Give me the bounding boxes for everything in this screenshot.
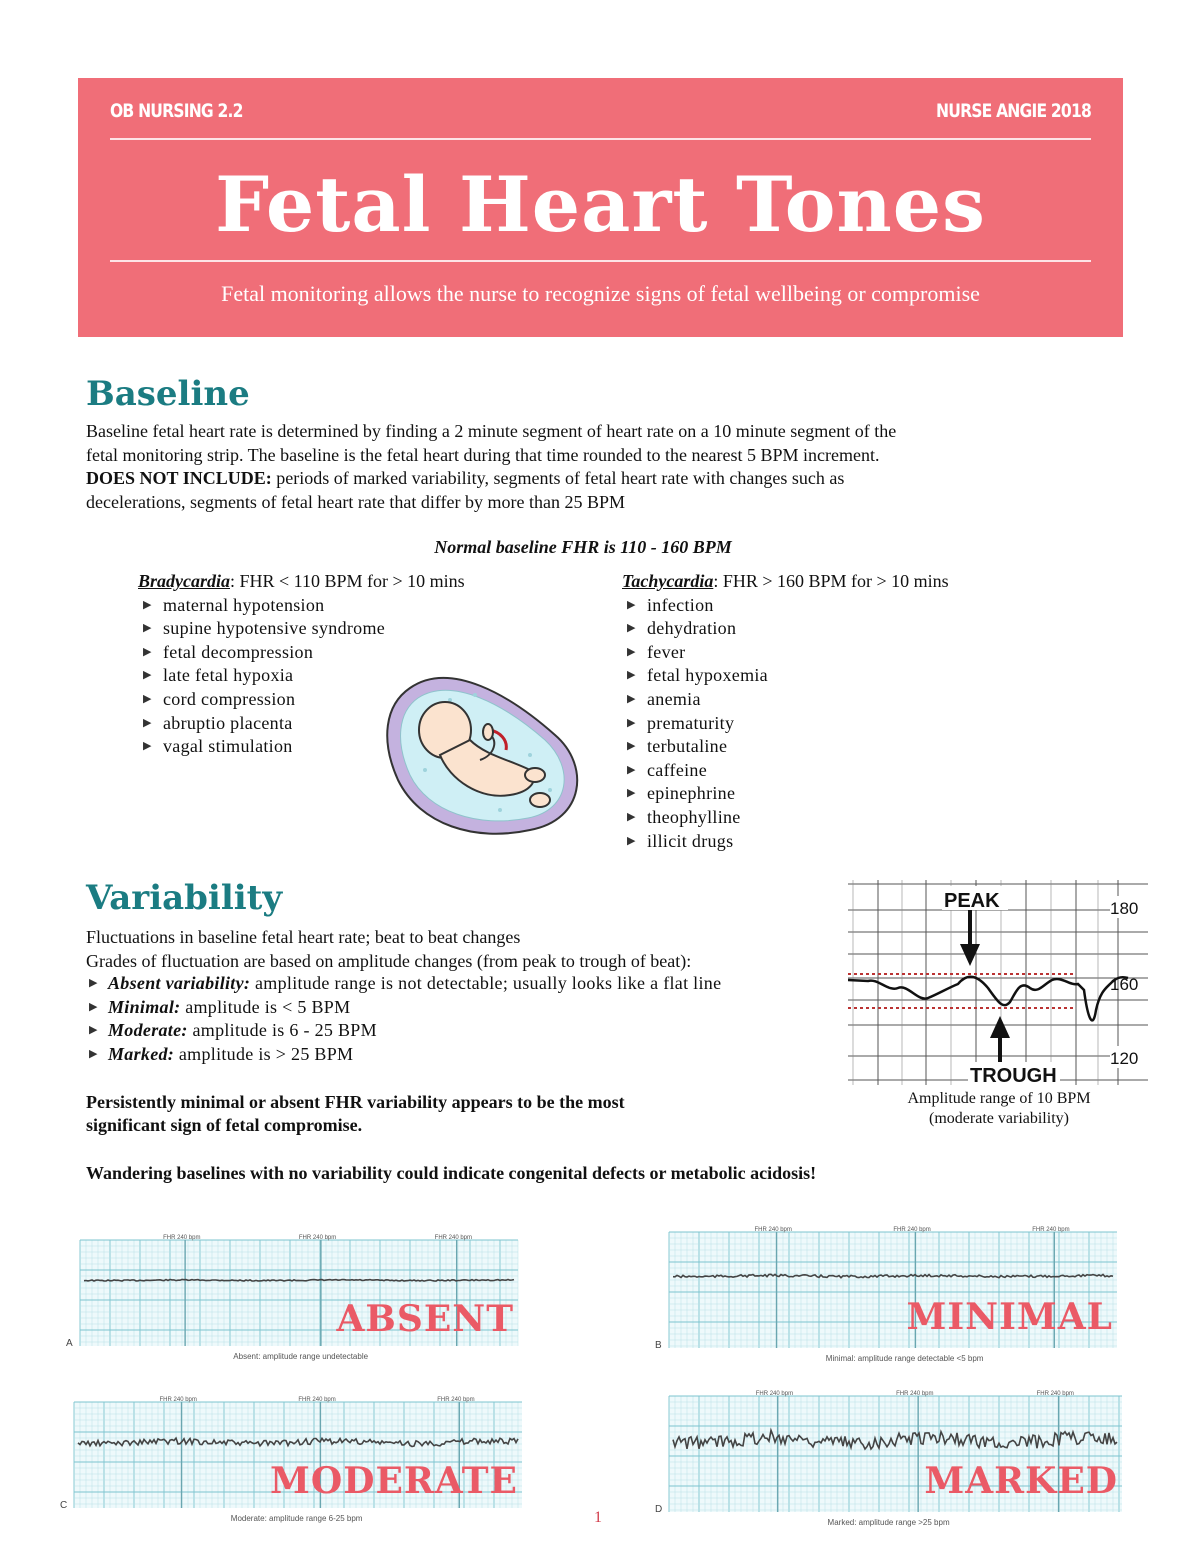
list-item: ▶ illicit drugs — [622, 830, 1042, 854]
bullet-arrow-icon: ▶ — [143, 716, 152, 729]
bullet-arrow-icon: ▶ — [627, 740, 636, 753]
fetus-illustration — [380, 660, 590, 845]
strip-letter: A — [66, 1338, 73, 1349]
strip-caption: Moderate: amplitude range 6-25 bpm — [230, 1514, 363, 1523]
list-item: ▶ vagal stimulation — [138, 735, 558, 759]
moderate-strip — [60, 1394, 530, 1534]
list-item: ▶ dehydration — [622, 617, 1042, 641]
strip-caption: Minimal: amplitude range detectable <5 bpm — [825, 1354, 984, 1363]
tachycardia-column: Tachycardia: FHR > 160 BPM for > 10 mins ▶ infection ▶ dehydration ▶ fever ▶ fetal hypoxemia ▶ anemia ▶ prematurity ▶ terbutaline ▶ caffeine ▶ epinephrine ▶ theophylline ▶ illicit drugs — [622, 570, 1042, 853]
wandering-baseline-note: Wandering baselines with no variability could indicate congenital defects or metabolic acidosis! — [86, 1163, 817, 1183]
strip-label: MARKED — [924, 1459, 1118, 1502]
bullet-arrow-icon: ▶ — [143, 669, 152, 682]
list-item: ▶ theophylline — [622, 806, 1042, 830]
page-subtitle: Fetal monitoring allows the nurse to recognize signs of fetal wellbeing or compromise — [221, 281, 980, 306]
baseline-paragraph: Baseline fetal heart rate is determined by finding a 2 minute segment of heart rate on a 10 minute segment of the fetal monitoring strip. The baseline is the fetal heart during that time rounded to the nearest 5 BPM increment. DOES NOT INCLUDE: periods of marked variability, segments of fetal heart rate with changes such as decelerations, segments of fetal heart rate that differ by more than 25 BPM — [86, 421, 897, 512]
strip-caption: Marked: amplitude range >25 bpm — [827, 1518, 950, 1527]
list-item: ▶ supine hypotensive syndrome — [138, 617, 558, 641]
author-label: NURSE ANGIE 2018 — [936, 100, 1091, 122]
peak-label: PEAK — [944, 890, 1000, 912]
list-item: ▶ abruptio placenta — [138, 712, 558, 736]
list-item: ▶ late fetal hypoxia — [138, 664, 558, 688]
svg-text:FHR 240 bpm: FHR 240 bpm — [1032, 1227, 1070, 1233]
page-title: Fetal Heart Tones — [215, 160, 986, 249]
bradycardia-term: Bradycardia — [138, 571, 230, 591]
list-item: ▶ caffeine — [622, 759, 1042, 783]
variability-paragraph: Fluctuations in baseline fetal heart rate; beat to beat changes Grades of fluctuation are based on amplitude changes (from peak to trough of beat): — [86, 927, 692, 971]
bullet-arrow-icon: ▶ — [143, 645, 152, 658]
bullet-arrow-icon: ▶ — [627, 787, 636, 800]
bullet-arrow-icon: ▶ — [627, 716, 636, 729]
bullet-arrow-icon: ▶ — [89, 1000, 98, 1013]
list-item: ▶ prematurity — [622, 712, 1042, 736]
bullet-arrow-icon: ▶ — [89, 977, 98, 989]
svg-text:FHR 240 bpm: FHR 240 bpm — [755, 1391, 794, 1397]
bullet-arrow-icon: ▶ — [627, 645, 636, 658]
svg-text:FHR 240 bpm: FHR 240 bpm — [437, 1397, 475, 1403]
strip-letter: B — [655, 1340, 662, 1351]
normal-baseline-note: Normal baseline FHR is 110 - 160 BPM — [434, 537, 732, 557]
svg-text:FHR 240 bpm: FHR 240 bpm — [298, 1397, 336, 1403]
svg-text:FHR 240 bpm: FHR 240 bpm — [434, 1235, 473, 1241]
variability-grade: ▶ Moderate: amplitude is 6 - 25 BPM — [86, 1019, 846, 1043]
svg-text:180: 180 — [1110, 899, 1139, 918]
bradycardia-column: Bradycardia: FHR < 110 BPM for > 10 mins ▶ maternal hypotension ▶ supine hypotensive syndrome ▶ fetal decompression ▶ late fetal hypoxia ▶ cord compression ▶ abruptio placenta ▶ vagal stimulation — [138, 570, 558, 759]
not-include-label: DOES NOT INCLUDE: — [86, 468, 272, 488]
svg-text:FHR 240 bpm: FHR 240 bpm — [1036, 1391, 1074, 1397]
trough-label: TROUGH — [970, 1065, 1057, 1085]
list-item: ▶ anemia — [622, 688, 1042, 712]
svg-text:FHR 240 bpm: FHR 240 bpm — [896, 1391, 934, 1397]
divider — [110, 260, 1091, 262]
page-number: 1 — [594, 1509, 602, 1526]
bullet-arrow-icon: ▶ — [89, 1024, 98, 1036]
bullet-arrow-icon: ▶ — [627, 669, 636, 682]
bullet-arrow-icon: ▶ — [627, 834, 636, 847]
svg-text:120: 120 — [1110, 1049, 1139, 1068]
strip-letter: D — [655, 1504, 663, 1515]
strip-label: MINIMAL — [906, 1295, 1113, 1338]
variability-grade: ▶ Marked: amplitude is > 25 BPM — [86, 1043, 846, 1067]
bullet-arrow-icon: ▶ — [627, 622, 636, 635]
bullet-arrow-icon: ▶ — [627, 763, 636, 776]
variability-grades — [86, 972, 846, 1066]
fhr-trace — [84, 1280, 514, 1282]
list-item: ▶ maternal hypotension — [138, 594, 558, 618]
list-item: ▶ fetal hypoxemia — [622, 664, 1042, 688]
bullet-arrow-icon: ▶ — [143, 692, 152, 705]
svg-text:FHR 240 bpm: FHR 240 bpm — [893, 1227, 931, 1233]
svg-text:FHR 240 bpm: FHR 240 bpm — [159, 1397, 197, 1403]
strip-caption: Absent: amplitude range undetectable — [233, 1352, 369, 1361]
svg-text:FHR 240 bpm: FHR 240 bpm — [298, 1235, 337, 1241]
compromise-note: Persistently minimal or absent FHR variability appears to be the most significant sign of fetal compromise. — [86, 1092, 625, 1135]
strip-label: MODERATE — [270, 1460, 518, 1503]
figure-caption: Amplitude range of 10 BPM (moderate variability) — [907, 1090, 1091, 1127]
tachycardia-list — [622, 594, 1042, 854]
marked-strip — [655, 1388, 1130, 1538]
bullet-arrow-icon: ▶ — [627, 692, 636, 705]
baseline-heading: Baseline — [86, 374, 250, 414]
bullet-arrow-icon: ▶ — [627, 810, 636, 823]
list-item: ▶ cord compression — [138, 688, 558, 712]
svg-text:FHR 240 bpm: FHR 240 bpm — [163, 1235, 201, 1241]
variability-heading: Variability — [86, 878, 283, 918]
bullet-arrow-icon: ▶ — [143, 598, 152, 611]
course-label: OB NURSING 2.2 — [110, 100, 243, 122]
strip-label: ABSENT — [336, 1298, 514, 1341]
bullet-arrow-icon: ▶ — [143, 740, 152, 753]
absent-strip — [66, 1232, 526, 1372]
list-item: ▶ terbutaline — [622, 735, 1042, 759]
svg-text:160: 160 — [1110, 975, 1139, 994]
list-item: ▶ fever — [622, 641, 1042, 665]
tachycardia-term: Tachycardia — [622, 571, 714, 591]
divider — [110, 138, 1091, 140]
variability-grade: ▶ Absent variability: amplitude range is not detectable; usually looks like a flat line — [86, 972, 846, 996]
bullet-arrow-icon: ▶ — [89, 1047, 98, 1060]
svg-text:FHR 240 bpm: FHR 240 bpm — [754, 1227, 792, 1233]
strip-letter: C — [60, 1500, 68, 1511]
list-item: ▶ fetal decompression — [138, 641, 558, 665]
list-item: ▶ infection — [622, 594, 1042, 618]
bullet-arrow-icon: ▶ — [627, 598, 636, 611]
variability-grade: ▶ Minimal: amplitude is < 5 BPM — [86, 996, 846, 1020]
amplitude-figure — [848, 880, 1148, 1085]
header-banner — [78, 78, 1123, 337]
minimal-strip — [655, 1224, 1125, 1374]
bullet-arrow-icon: ▶ — [143, 622, 152, 635]
list-item: ▶ epinephrine — [622, 782, 1042, 806]
